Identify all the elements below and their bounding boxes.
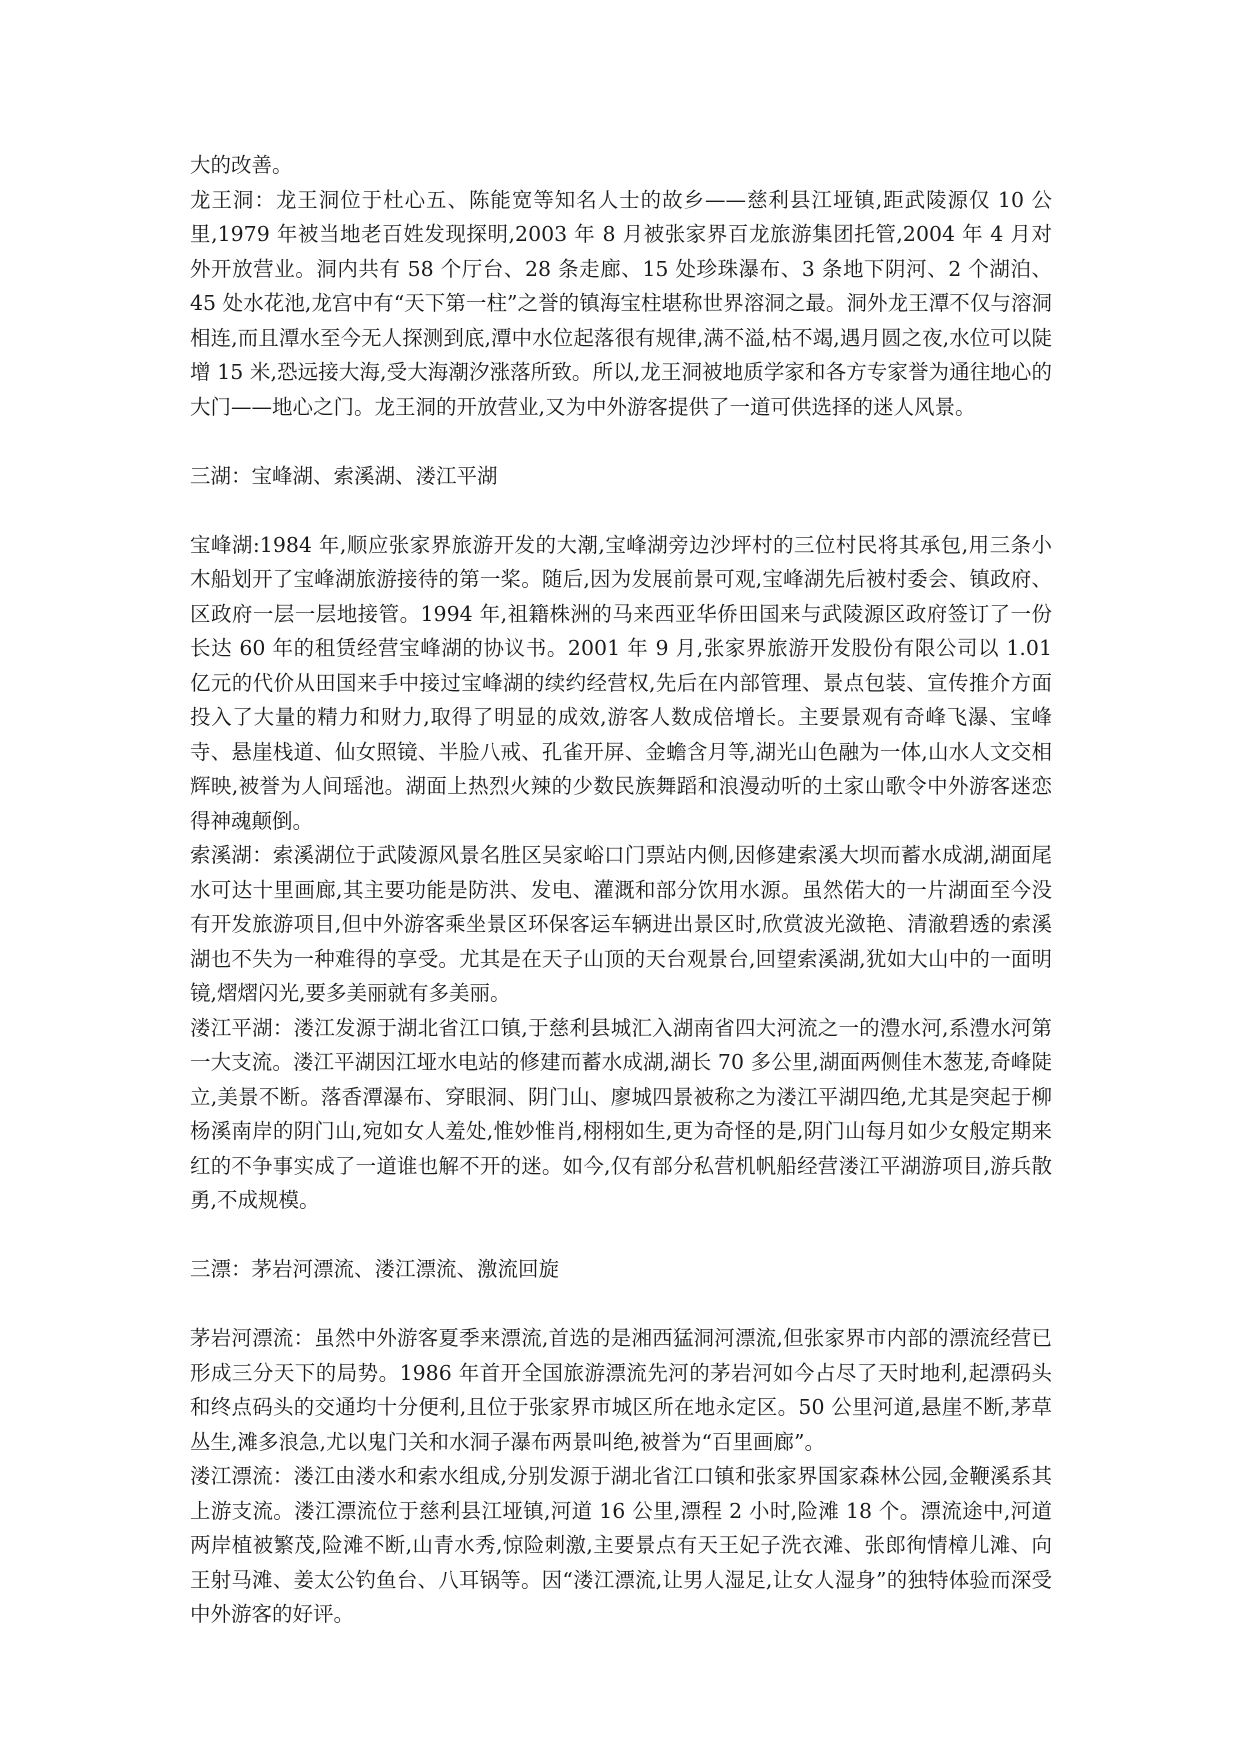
paragraph-maoyan-rafting: 茅岩河漂流：虽然中外游客夏季来漂流,首选的是湘西猛洞河漂流,但张家界市内部的漂流经营已形成三分天下的局势。1986 年首开全国旅游漂流先河的茅岩河如今占尽了天时地利,起漂码头和终点码头的交通均十分便利,且位于张家界市城区所在地永定区。50 公里河道,悬崖不断,茅草丛生,滩多浪急,尤以鬼门关和水洞子瀑布两景叫绝,被誉为“百里画廊”。 [190, 1326, 1052, 1454]
spacer [190, 424, 1052, 459]
document-page [190, 148, 1052, 1632]
paragraph-loujiang-rafting: 溇江漂流：溇江由溇水和索水组成,分别发源于湖北省江口镇和张家界国家森林公园,金鞭溪系其上游支流。溇江漂流位于慈利县江垭镇,河道 16 公里,漂程 2 小时,险滩 18 个。漂流途中,河道两岸植被繁茂,险滩不断,山青水秀,惊险刺激,主要景点有天王妃子洗衣滩、张郎徇情樟儿滩、向王射马滩、姜太公钓鱼台、八耳锅等。因“溇江漂流,让男人湿足,让女人湿身”的独特体验而深受中外游客的好评。 [190, 1464, 1052, 1626]
paragraph-baofeng-lake: 宝峰湖:1984 年,顺应张家界旅游开发的大潮,宝峰湖旁边沙坪村的三位村民将其承包,用三条小木船划开了宝峰湖旅游接待的第一桨。随后,因为发展前景可观,宝峰湖先后被村委会、镇政府、区政府一层一层地接管。1994 年,祖籍株洲的马来西亚华侨田国来与武陵源区政府签订了一份长达 60 年的租赁经营宝峰湖的协议书。2001 年 9 月,张家界旅游开发股份有限公司以 1.01 亿元的代价从田国来手中接过宝峰湖的续约经营权,先后在内部管理、景点包装、宣传推介方面投入了大量的精力和财力,取得了明显的成效,游客人数成倍增长。主要景观有奇峰飞瀑、宝峰寺、悬崖栈道、仙女照镜、半脸八戒、孔雀开屏、金蟾含月等,湖光山色融为一体,山水人文交相辉映,被誉为人间瑶池。湖面上热烈火辣的少数民族舞蹈和浪漫动听的土家山歌令中外游客迷恋得神魂颠倒。 [190, 532, 1052, 833]
section-heading-lakes: 三湖：宝峰湖、索溪湖、溇江平湖 [190, 463, 498, 488]
paragraph-suoxi-lake: 索溪湖：索溪湖位于武陵源风景名胜区吴家峪口门票站内侧,因修建索溪大坝而蓄水成湖,湖面尾水可达十里画廊,其主要功能是防洪、发电、灌溉和部分饮用水源。虽然偌大的一片湖面至今没有开发旅游项目,但中外游客乘坐景区环保客运车辆进出景区时,欣赏波光潋艳、清澈碧透的索溪湖也不失为一种难得的享受。尤其是在天子山顶的天台观景台,回望索溪湖,犹如大山中的一面明镜,熠熠闪光,要多美丽就有多美丽。 [190, 843, 1052, 1005]
paragraph-loujiang-lake: 溇江平湖：溇江发源于湖北省江口镇,于慈利县城汇入湖南省四大河流之一的澧水河,系澧水河第一大支流。溇江平湖因江垭水电站的修建而蓄水成湖,湖长 70 多公里,湖面两侧佳木葱茏,奇峰陡立,美景不断。落香潭瀑布、穿眼洞、阴门山、廖城四景被称之为溇江平湖四绝,尤其是突起于柳杨溪南岸的阴门山,宛如女人羞处,惟妙惟肖,栩栩如生,更为奇怪的是,阴门山每月如少女般定期来红的不争事实成了一道谁也解不开的迷。如今,仅有部分私营机帆船经营溇江平湖游项目,游兵散勇,不成规模。 [190, 1015, 1052, 1212]
paragraph-longwang-cave: 龙王洞：龙王洞位于杜心五、陈能宽等知名人士的故乡——慈利县江垭镇,距武陵源仅 10 公里,1979 年被当地老百姓发现探明,2003 年 8 月被张家界百龙旅游集团托管,2004 年 4 月对外开放营业。洞内共有 58 个厅台、28 条走廊、15 处珍珠瀑布、3 条地下阴河、2 个湖泊、45 处水花池,龙宫中有“天下第一柱”之誉的镇海宝柱堪称世界溶洞之最。洞外龙王潭不仅与溶洞相连,而且潭水至今无人探测到底,潭中水位起落很有规律,满不溢,枯不竭,遇月圆之夜,水位可以陡增 15 米,恐远接大海,受大海潮汐涨落所致。所以,龙王洞被地质学家和各方专家誉为通往地心的大门——地心之门。龙王洞的开放营业,又为中外游客提供了一道可供选择的迷人风景。 [190, 187, 1052, 419]
spacer [190, 1218, 1052, 1253]
paragraph-continuation: 大的改善。 [190, 153, 293, 177]
spacer [190, 493, 1052, 528]
section-heading-rafting: 三漂：茅岩河漂流、溇江漂流、激流回旋 [190, 1257, 559, 1281]
spacer [190, 1287, 1052, 1322]
